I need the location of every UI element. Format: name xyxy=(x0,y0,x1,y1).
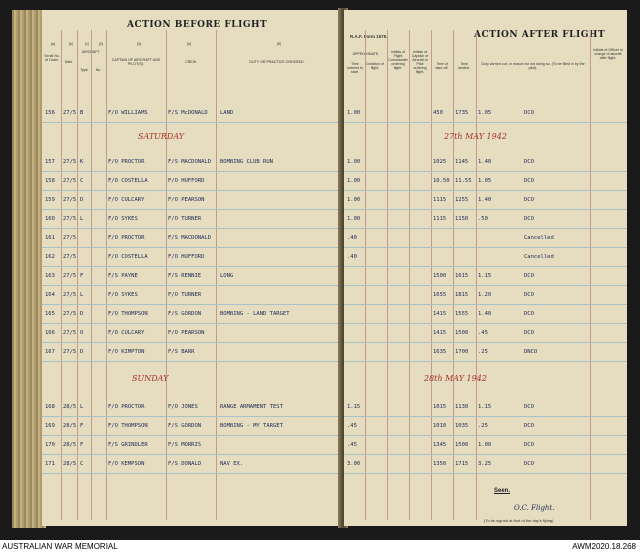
entry-duty: NAV EX. xyxy=(220,461,244,467)
entry-serial: 164 xyxy=(45,292,55,298)
entry-serial: 156 xyxy=(45,110,55,116)
form-number: R.A.F. Form 1575. xyxy=(350,34,388,39)
result-start: .45 xyxy=(347,423,357,429)
entry-date: 28/5 xyxy=(63,442,77,448)
result-take-off: 1015 xyxy=(433,404,447,410)
result-take-off: 450 xyxy=(433,110,443,116)
result-landed: 1500 xyxy=(455,442,469,448)
entry-type: C xyxy=(80,461,84,467)
result-landed: 1555 xyxy=(455,311,469,317)
entry-captain: F/O WILLIAMS xyxy=(108,110,148,116)
flight-result-row xyxy=(344,305,627,324)
result-take-off: 1350 xyxy=(433,461,447,467)
flight-result-row xyxy=(344,436,627,455)
result-remark: DCO xyxy=(524,311,534,317)
entry-captain: F/S GRINDLER xyxy=(108,442,148,448)
left-page-title: ACTION BEFORE FLIGHT xyxy=(127,20,268,30)
log-entry-row xyxy=(42,229,342,248)
column-number: (5) xyxy=(276,42,282,46)
header-type: Type. xyxy=(80,68,89,72)
log-entry-row xyxy=(42,305,342,324)
entry-crew: F/O TURNER xyxy=(168,292,202,298)
entry-captain: F/O THOMPSON xyxy=(108,311,148,317)
result-start: 1.00 xyxy=(347,159,361,165)
flight-result-row xyxy=(344,191,627,210)
entry-date: 27/5 xyxy=(63,235,77,241)
result-duration: 1.40 xyxy=(478,197,492,203)
result-remark: DCO xyxy=(524,330,534,336)
flight-result-row xyxy=(344,248,627,267)
entry-crew: F/S BARR xyxy=(168,349,195,355)
result-remark: DCO xyxy=(524,404,534,410)
entry-crew: F/O JONES xyxy=(168,404,198,410)
entry-captain: F/O PROCTOR xyxy=(108,235,145,241)
header-aircraft: AIRCRAFT. xyxy=(81,50,101,54)
entry-serial: 163 xyxy=(45,273,55,279)
entry-type: D xyxy=(80,197,84,203)
entry-date: 27/5 xyxy=(63,254,77,260)
result-duration: .50 xyxy=(478,216,488,222)
result-take-off: 1115 xyxy=(433,216,447,222)
entry-type: O xyxy=(80,330,84,336)
flight-result-row xyxy=(344,455,627,474)
page-edges xyxy=(12,10,46,528)
result-start: 1.00 xyxy=(347,178,361,184)
entry-type: L xyxy=(80,404,84,410)
column-number: (1) xyxy=(84,42,90,46)
result-remark: DCO xyxy=(524,178,534,184)
result-start: 3.00 xyxy=(347,461,361,467)
header-take-off: Time of take-off. xyxy=(435,62,449,70)
entry-captain: F/O THOMPSON xyxy=(108,423,148,429)
entry-serial: 161 xyxy=(45,235,55,241)
result-take-off: 1025 xyxy=(433,159,447,165)
result-landed: 1130 xyxy=(455,404,469,410)
entry-date: 28/5 xyxy=(63,423,77,429)
flight-result-row xyxy=(344,267,627,286)
entry-serial: 168 xyxy=(45,404,55,410)
header-approximate: APPROXIMATE. xyxy=(352,52,380,56)
entry-duty: LAND xyxy=(220,110,234,116)
header-no: No. xyxy=(95,68,102,72)
open-logbook xyxy=(12,8,632,530)
flight-result-row xyxy=(344,229,627,248)
entry-duty: LONG xyxy=(220,273,234,279)
ruled-line xyxy=(42,361,342,362)
result-duration: 1.40 xyxy=(478,159,492,165)
result-remark: DNCO xyxy=(524,349,538,355)
result-duration: .45 xyxy=(478,330,488,336)
entry-date: 28/5 xyxy=(63,404,77,410)
result-landed: 1815 xyxy=(455,292,469,298)
entry-type: B xyxy=(80,110,84,116)
result-duration: 3.25 xyxy=(478,461,492,467)
log-entry-row xyxy=(42,104,342,123)
result-take-off: 1500 xyxy=(433,273,447,279)
result-start: .40 xyxy=(347,254,357,260)
header-initials-after: Initials of Officer in charge of aircraft after flight. xyxy=(593,48,623,60)
entry-date: 27/5 xyxy=(63,197,77,203)
header-duty: DUTY OR PRACTICE ORDERED. xyxy=(249,60,305,64)
column-number: (a) xyxy=(50,42,56,46)
footer-note: (To be signed at foot of the day's flying) xyxy=(484,518,554,523)
entry-crew: F/S GORDON xyxy=(168,423,202,429)
entry-date: 27/5 xyxy=(63,311,77,317)
result-duration: .25 xyxy=(478,349,488,355)
entry-date: 27/5 xyxy=(63,292,77,298)
entry-date: 27/5 xyxy=(63,349,77,355)
entry-date: 27/5 xyxy=(63,159,77,165)
entry-date: 27/5 xyxy=(63,110,77,116)
flight-result-row xyxy=(344,398,627,417)
oc-flight-signature: O.C. Flight. xyxy=(514,504,555,512)
flight-result-row xyxy=(344,324,627,343)
header-duty-done: Duty carried out, or reason for not doing so. (To be filled in by the pilot). xyxy=(481,62,585,70)
log-entry-row xyxy=(42,417,342,436)
result-remark: DCO xyxy=(524,197,534,203)
entry-serial: 165 xyxy=(45,311,55,317)
entry-type: D xyxy=(80,311,84,317)
result-remark: DCO xyxy=(524,292,534,298)
column-number: (2) xyxy=(98,42,104,46)
entry-serial: 157 xyxy=(45,159,55,165)
right-page xyxy=(344,10,627,526)
header-date: Date. xyxy=(64,60,74,64)
right-page-title: ACTION AFTER FLIGHT xyxy=(474,30,606,40)
result-landed: 1145 xyxy=(455,159,469,165)
entry-type: L xyxy=(80,292,84,298)
log-entry-row xyxy=(42,153,342,172)
result-landed: 1700 xyxy=(455,349,469,355)
header-serial: Serial No. of Order. xyxy=(44,54,60,62)
entry-type: K xyxy=(80,159,84,165)
result-take-off: 1345 xyxy=(433,442,447,448)
result-duration: 1.15 xyxy=(478,273,492,279)
result-take-off: 1115 xyxy=(433,197,447,203)
entry-captain: F/O CULCARY xyxy=(108,197,145,203)
entry-crew: F/O HUFFORD xyxy=(168,254,205,260)
entry-duty: RANGE ARMAMENT TEST xyxy=(220,404,283,410)
entry-duty: BOMBING - LAND TARGET xyxy=(220,311,290,317)
entry-duty: BOMBING - MY TARGET xyxy=(220,423,283,429)
entry-crew: F/S MACDONALD xyxy=(168,235,212,241)
result-landed: 1715 xyxy=(455,461,469,467)
result-remark: Cancelled xyxy=(524,254,554,260)
flight-result-row xyxy=(344,210,627,229)
log-entry-row xyxy=(42,172,342,191)
day-label-28th-may: 28th MAY 1942 xyxy=(424,374,487,383)
entry-crew: F/O PEARSON xyxy=(168,197,205,203)
column-number: (4) xyxy=(186,42,192,46)
entry-date: 27/5 xyxy=(63,273,77,279)
result-duration: .25 xyxy=(478,423,488,429)
entry-crew: F/O PEARSON xyxy=(168,330,205,336)
result-remark: DCO xyxy=(524,442,534,448)
result-take-off: 1415 xyxy=(433,330,447,336)
column-number: (3) xyxy=(136,42,142,46)
log-entry-row xyxy=(42,324,342,343)
result-start: 1.15 xyxy=(347,404,361,410)
entry-serial: 169 xyxy=(45,423,55,429)
left-page xyxy=(42,10,344,526)
result-take-off: 1635 xyxy=(433,349,447,355)
log-entry-row xyxy=(42,398,342,417)
result-remark: DCO xyxy=(524,216,534,222)
header-duration-ordered: Duration of flight. xyxy=(366,62,384,70)
flight-result-row xyxy=(344,172,627,191)
entry-type: F xyxy=(80,423,84,429)
column-number: (b) xyxy=(68,42,74,46)
header-landed: Time landed. xyxy=(458,62,470,70)
entry-duty: BOMBING CLUB RUN xyxy=(220,159,273,165)
log-entry-row xyxy=(42,210,342,229)
entry-date: 27/5 xyxy=(63,330,77,336)
result-remark: DCO xyxy=(524,423,534,429)
flight-result-row xyxy=(344,286,627,305)
flight-result-row xyxy=(344,417,627,436)
result-landed: 1255 xyxy=(455,197,469,203)
result-landed: 1150 xyxy=(455,216,469,222)
result-start: 1.00 xyxy=(347,110,361,116)
log-entry-row xyxy=(42,343,342,362)
result-take-off: 1010 xyxy=(433,423,447,429)
entry-crew: F/S MACDONALD xyxy=(168,159,212,165)
log-entry-row xyxy=(42,286,342,305)
entry-captain: F/O COSTELLA xyxy=(108,178,148,184)
entry-captain: F/O PROCTOR xyxy=(108,404,145,410)
entry-serial: 158 xyxy=(45,178,55,184)
log-entry-row xyxy=(42,267,342,286)
header-captain: CAPTAIN OF AIRCRAFT AND PILOT(S). xyxy=(111,58,161,66)
entry-date: 27/5 xyxy=(63,178,77,184)
day-label-saturday: SATURDAY xyxy=(138,132,185,141)
entry-captain: F/O KIMPTON xyxy=(108,349,145,355)
log-entry-row xyxy=(42,248,342,267)
flight-result-row xyxy=(344,343,627,362)
entry-crew: F/S McDONALD xyxy=(168,110,208,116)
ruled-line xyxy=(42,122,342,123)
entry-serial: 162 xyxy=(45,254,55,260)
log-entry-row xyxy=(42,455,342,474)
entry-crew: F/S RENNIE xyxy=(168,273,202,279)
entry-type: D xyxy=(80,349,84,355)
result-duration: 1.05 xyxy=(478,178,492,184)
entry-date: 27/5 xyxy=(63,216,77,222)
entry-serial: 166 xyxy=(45,330,55,336)
result-landed: 1500 xyxy=(455,330,469,336)
entry-serial: 159 xyxy=(45,197,55,203)
result-remark: DCO xyxy=(524,461,534,467)
result-start: 1.00 xyxy=(347,216,361,222)
ruled-line xyxy=(344,361,627,362)
entry-captain: F/O KEMPSON xyxy=(108,461,145,467)
entry-captain: F/O COSTELLA xyxy=(108,254,148,260)
entry-serial: 160 xyxy=(45,216,55,222)
credit-bar xyxy=(0,540,640,553)
result-duration: 1.00 xyxy=(478,442,492,448)
header-initials-captain: Initials of Captain of Aircraft or Pilot ordering flight. xyxy=(411,50,429,74)
entry-crew: F/O TURNER xyxy=(168,216,202,222)
entry-type: C xyxy=(80,178,84,184)
flight-result-row xyxy=(344,104,627,123)
log-entry-row xyxy=(42,191,342,210)
result-take-off: 1655 xyxy=(433,292,447,298)
entry-crew: F/S GORDON xyxy=(168,311,202,317)
header-crew: CREW. xyxy=(185,60,197,64)
credit-accession: AWM2020.18.268 xyxy=(572,542,636,551)
day-label-sunday: SUNDAY xyxy=(132,374,169,383)
result-start: 1.00 xyxy=(347,197,361,203)
result-remark: DCO xyxy=(524,159,534,165)
result-landed: 1735 xyxy=(455,110,469,116)
ruled-line xyxy=(42,473,342,474)
result-start: .40 xyxy=(347,235,357,241)
result-take-off: 10.50 xyxy=(433,178,450,184)
entry-captain: F/S PAYNE xyxy=(108,273,138,279)
day-label-27th-may: 27th MAY 1942 xyxy=(444,132,507,141)
result-landed: 1615 xyxy=(455,273,469,279)
entry-type: L xyxy=(80,216,84,222)
entry-crew: F/O HUFFORD xyxy=(168,178,205,184)
credit-institution: AUSTRALIAN WAR MEMORIAL xyxy=(2,542,118,551)
entry-captain: F/O SYKES xyxy=(108,292,138,298)
entry-crew: F/S MORRIS xyxy=(168,442,202,448)
ruled-line xyxy=(344,473,627,474)
entry-serial: 167 xyxy=(45,349,55,355)
result-landed: 11.55 xyxy=(455,178,472,184)
result-take-off: 1415 xyxy=(433,311,447,317)
entry-date: 28/5 xyxy=(63,461,77,467)
entry-crew: F/S DONALD xyxy=(168,461,202,467)
result-remark: DCO xyxy=(524,273,534,279)
result-remark: Cancelled xyxy=(524,235,554,241)
result-duration: 1.20 xyxy=(478,292,492,298)
entry-captain: F/O SYKES xyxy=(108,216,138,222)
result-remark: DCO xyxy=(524,110,534,116)
entry-type: F xyxy=(80,273,84,279)
entry-captain: F/O PROCTOR xyxy=(108,159,145,165)
header-initials-flight: Initials of Flight Commander ordering flight. xyxy=(388,50,408,70)
seen-label: Seen. xyxy=(494,488,511,494)
entry-serial: 171 xyxy=(45,461,55,467)
log-entry-row xyxy=(42,436,342,455)
result-landed: 1035 xyxy=(455,423,469,429)
result-duration: 1.05 xyxy=(478,110,492,116)
entry-serial: 170 xyxy=(45,442,55,448)
result-start: .45 xyxy=(347,442,357,448)
result-duration: 1.40 xyxy=(478,311,492,317)
entry-type: F xyxy=(80,442,84,448)
ruled-line xyxy=(344,122,627,123)
result-duration: 1.15 xyxy=(478,404,492,410)
entry-captain: F/O CULCARY xyxy=(108,330,145,336)
flight-result-row xyxy=(344,153,627,172)
header-time-start: Time ordered to start. xyxy=(346,62,364,74)
